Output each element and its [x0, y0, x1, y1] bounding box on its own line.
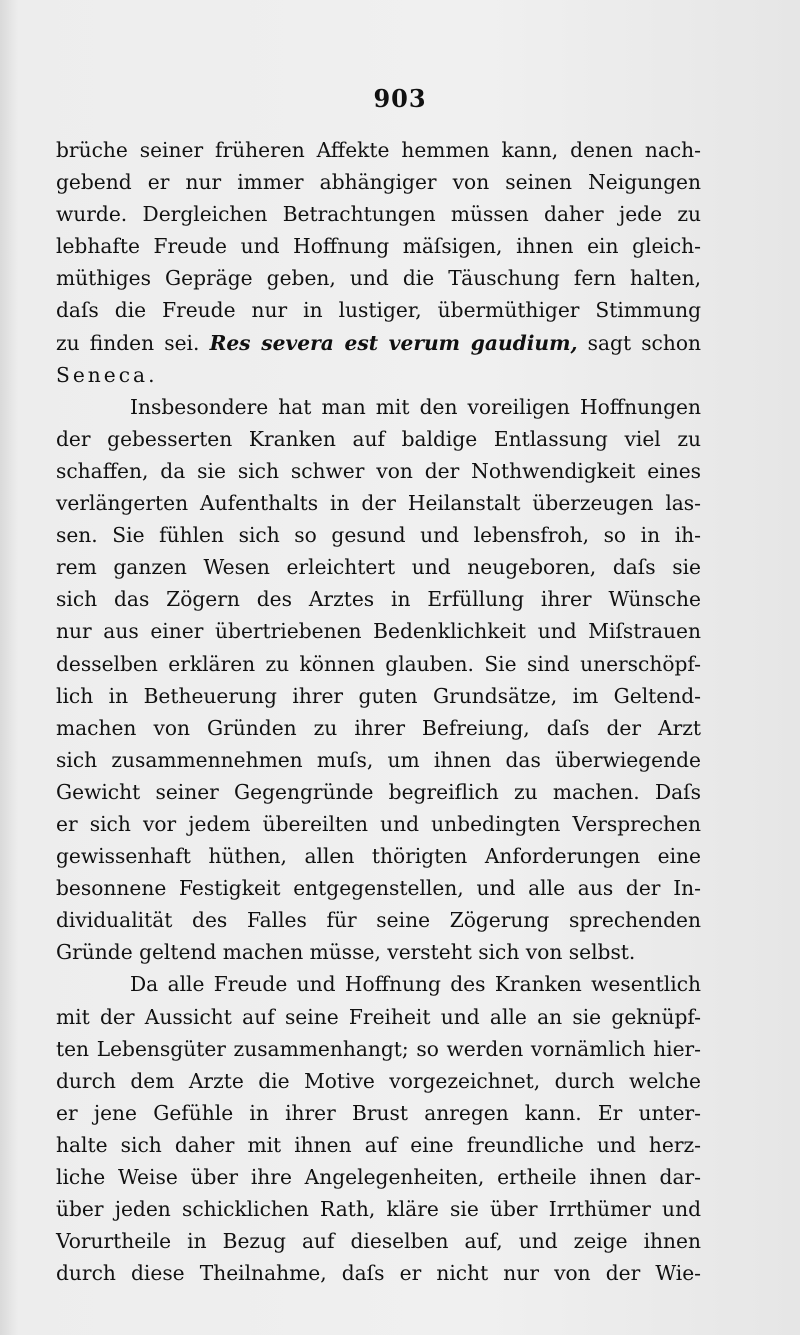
text-line: über jeden schicklichen Rath, kläre sie über Irrthümer und — [56, 1197, 701, 1222]
text-line: gewissenhaft hüthen, allen thörigten Anforderungen eine — [56, 844, 701, 869]
body-text — [56, 134, 701, 1289]
text-line: daſs die Freude nur in lustiger, übermüthiger Stimmung — [56, 298, 701, 323]
text-line: nur aus einer übertriebenen Bedenklichkeit und Miſstrauen — [56, 619, 701, 644]
text-line: Insbesondere hat man mit den voreiligen Hoffnungen — [130, 394, 701, 419]
text-line: lich in Betheuerung ihrer guten Grundsätze, im Geltend- — [56, 683, 701, 708]
text-line: er sich vor jedem übereilten und unbedingten Versprechen — [56, 811, 701, 836]
text-line: wurde. Dergleichen Betrachtungen müssen daher jede zu — [56, 202, 701, 227]
text-line: ten Lebensgüter zusammenhangt; so werden vornämlich hier- — [56, 1036, 701, 1061]
page-number: 903 — [373, 84, 427, 113]
text-line: rem ganzen Wesen erleichtert und neugeboren, daſs sie — [56, 555, 701, 580]
text-line: halte sich daher mit ihnen auf eine freundliche und herz- — [56, 1132, 701, 1157]
text-line: sich zusammennehmen muſs, um ihnen das überwiegende — [56, 747, 701, 772]
text-line: Vorurtheile in Bezug auf dieselben auf, und zeige ihnen — [56, 1229, 701, 1254]
text-line: liche Weise über ihre Angelegenheiten, ertheile ihnen dar- — [56, 1165, 701, 1189]
text-line: Gründe geltend machen müsse, versteht sich von selbst. — [56, 940, 636, 965]
text-line: schaffen, da sie sich schwer von der Nothwendigkeit eines — [56, 458, 701, 483]
author-name: Seneca. — [56, 362, 158, 387]
text-line: durch diese Theilnahme, daſs er nicht nur von der Wie- — [56, 1261, 701, 1286]
text-line: brüche seiner früheren Affekte hemmen kann, denen nach- — [56, 138, 701, 162]
latin-quote: Res severa est verum gaudium, — [209, 330, 578, 355]
text-line: lebhafte Freude und Hoffnung mäſsigen, ihnen ein gleich- — [56, 234, 701, 259]
text-line: müthiges Gepräge geben, und die Täuschung fern halten, — [56, 266, 701, 291]
text-line: dividualität des Falles für seine Zögerung sprechenden — [56, 908, 701, 933]
text-segment: zu finden sei. — [56, 330, 200, 355]
text-line: verlängerten Aufenthalts in der Heilanstalt überzeugen las- — [56, 491, 701, 516]
text-line: Da alle Freude und Hoffnung des Kranken wesentlich — [130, 972, 701, 997]
text-segment: sagt schon — [587, 330, 702, 355]
text-line — [56, 359, 701, 391]
text-line: machen von Gründen zu ihrer Befreiung, daſs der Arzt — [56, 715, 701, 740]
text-line: er jene Gefühle in ihrer Brust anregen kann. Er unter- — [56, 1100, 701, 1125]
text-line: sen. Sie fühlen sich so gesund und lebensfroh, so in ih- — [56, 523, 701, 548]
text-line: besonnene Festigkeit entgegenstellen, und alle aus der In- — [56, 876, 701, 901]
text-line — [56, 327, 701, 359]
text-line: Gewicht seiner Gegengründe begreiflich zu machen. Daſs — [56, 779, 701, 804]
text-line: gebend er nur immer abhängiger von seinen Neigungen — [56, 170, 701, 195]
text-line: desselben erklären zu können glauben. Sie sind unerschöpf- — [56, 651, 701, 676]
text-line: sich das Zögern des Arztes in Erfüllung ihrer Wünsche — [56, 587, 701, 612]
text-line: durch dem Arzte die Motive vorgezeichnet, durch welche — [56, 1068, 701, 1093]
text-line: mit der Aussicht auf seine Freiheit und alle an sie geknüpf- — [56, 1004, 701, 1029]
text-line: der gebesserten Kranken auf baldige Entlassung viel zu — [56, 426, 701, 451]
